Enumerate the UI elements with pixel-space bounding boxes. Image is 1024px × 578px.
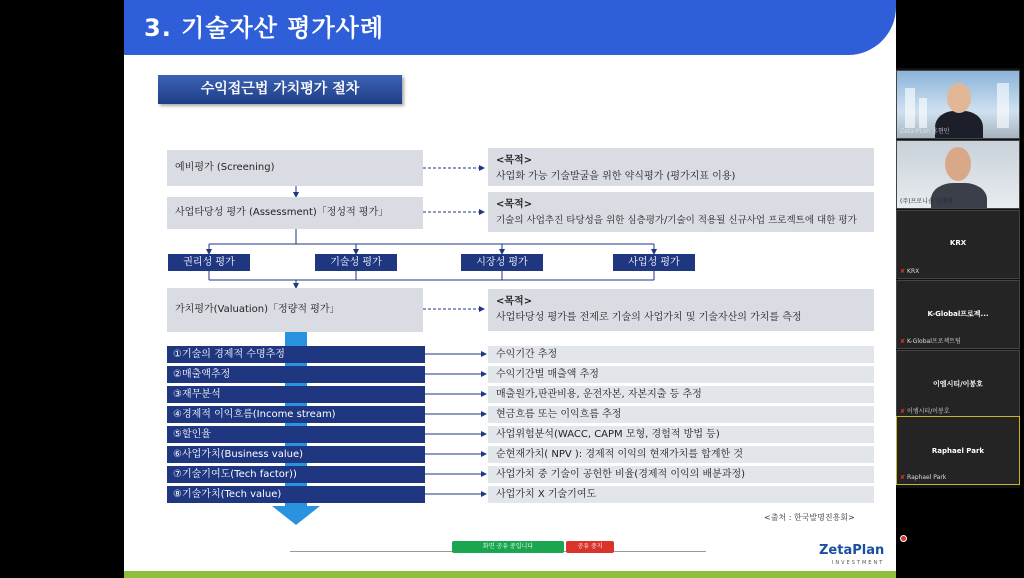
business-eval: 사업성 평가	[613, 254, 695, 271]
logo-tagline: INVESTMENT	[831, 560, 885, 566]
participant-tile-1[interactable]	[896, 70, 1020, 139]
participant-label	[900, 268, 919, 275]
valuation-box	[167, 288, 423, 332]
step-6: ⑥사업가치(Business value)	[167, 446, 425, 463]
participant-label	[900, 406, 950, 415]
participant-name: KRX	[949, 239, 967, 247]
logo-text: ZetaPlan	[819, 543, 885, 558]
participant-label	[900, 474, 946, 481]
purpose-text: 사업화 가능 기술발굴을 위한 약식평가 (평가지표 이용)	[496, 171, 736, 182]
participant-label	[900, 336, 961, 345]
purpose-text: 기술의 사업추진 타당성을 위한 심층평가/기술이 적용될 신규사업 프로젝트에 대한 평가	[496, 215, 857, 226]
purpose-heading: <목적>	[496, 296, 533, 307]
participant-label: Zeta PLan 홍현민	[900, 128, 950, 135]
purpose-text: 사업타당성 평가를 전제로 기술의 사업가치 및 기술자산의 가치를 측정	[496, 312, 802, 323]
step-1: ①기술의 경제적 수명추정	[167, 346, 425, 363]
participant-video-face	[947, 83, 971, 113]
desc-1: 수익기간 추정	[488, 346, 874, 363]
purpose-box-2	[488, 192, 874, 232]
mic-muted-icon: ✘	[900, 474, 906, 481]
participant-panel	[896, 68, 1020, 488]
participant-tile-3[interactable]	[896, 210, 1020, 279]
participant-label-text: K-Global프로젝트팀	[907, 338, 961, 345]
participant-tile-4[interactable]	[896, 280, 1020, 349]
screening-box	[167, 150, 423, 186]
slide-bottom-bar	[124, 571, 896, 578]
video-building	[997, 83, 1009, 128]
video-building	[905, 88, 915, 128]
mic-muted-icon: ✘	[900, 268, 906, 275]
cursor-dot	[900, 535, 907, 542]
assessment-label: 사업타당성 평가 (Assessment)「정성적 평가」	[175, 207, 389, 218]
purpose-box-3	[488, 289, 874, 331]
step-8: ⑧기술가치(Tech value)	[167, 486, 425, 503]
step-4: ④경제적 이익흐름(Income stream)	[167, 406, 425, 423]
source-note: <출처 : 한국발명진흥회>	[764, 513, 855, 522]
mic-muted-icon: ✘	[900, 338, 906, 345]
desc-7: 사업가치 중 기술이 공헌한 비율(경제적 이익의 배분과정)	[488, 466, 874, 483]
participant-tile-6[interactable]	[896, 416, 1020, 485]
valuation-label: 가치평가(Valuation)「정량적 평가」	[175, 304, 340, 315]
desc-4: 현금흐름 또는 이익흐름 추정	[488, 406, 874, 423]
participant-label-text: KRX	[907, 268, 920, 275]
step-5: ⑤할인율	[167, 426, 425, 443]
screening-label: 예비평가 (Screening)	[175, 162, 275, 173]
slide-title: 3. 기술자산 평가사례	[144, 14, 384, 42]
purpose-heading: <목적>	[496, 199, 533, 210]
participant-name: 이엠시티/이봉호	[933, 380, 983, 388]
assessment-box	[167, 197, 423, 229]
desc-6: 순현재가치( NPV ): 경제적 이익의 현재가치를 합계한 것	[488, 446, 874, 463]
participant-label-text: 이엠시티/이봉호	[907, 408, 950, 415]
zetaplan-logo	[819, 544, 884, 570]
stop-sharing-button[interactable]: 공유 중지	[566, 541, 614, 553]
step-7: ⑦기술기여도(Tech factor))	[167, 466, 425, 483]
tech-eval: 기술성 평가	[315, 254, 397, 271]
participant-label-text: Raphael Park	[907, 474, 947, 481]
desc-3: 매출원가,판관비용, 운전자본, 자본지출 등 추정	[488, 386, 874, 403]
desc-2: 수익기간별 매출액 추정	[488, 366, 874, 383]
slide-subtitle: 수익접근법 가치평가 절차	[158, 75, 402, 104]
participant-name: Raphael Park	[931, 447, 985, 455]
step-2: ②매출액추정	[167, 366, 425, 383]
participant-tile-2[interactable]	[896, 140, 1020, 209]
market-eval: 시장성 평가	[461, 254, 543, 271]
rights-eval: 권리성 평가	[168, 254, 250, 271]
screen-sharing-indicator: 화면 공유 중입니다	[452, 541, 564, 553]
desc-8: 사업가치 X 기술기여도	[488, 486, 874, 503]
mic-muted-icon: ✘	[900, 408, 906, 415]
purpose-heading: <목적>	[496, 155, 533, 166]
presentation-slide	[124, 0, 896, 578]
participant-tile-5[interactable]	[896, 350, 1020, 419]
participant-label: (주)프로니솔 김경민	[900, 198, 953, 205]
participant-name: K-Global프로젝...	[927, 310, 989, 318]
desc-5: 사업위험분석(WACC, CAPM 모형, 경험적 방법 등)	[488, 426, 874, 443]
step-3: ③재무분석	[167, 386, 425, 403]
video-building	[919, 98, 927, 128]
purpose-box-1	[488, 148, 874, 186]
participant-video-face	[945, 147, 971, 181]
